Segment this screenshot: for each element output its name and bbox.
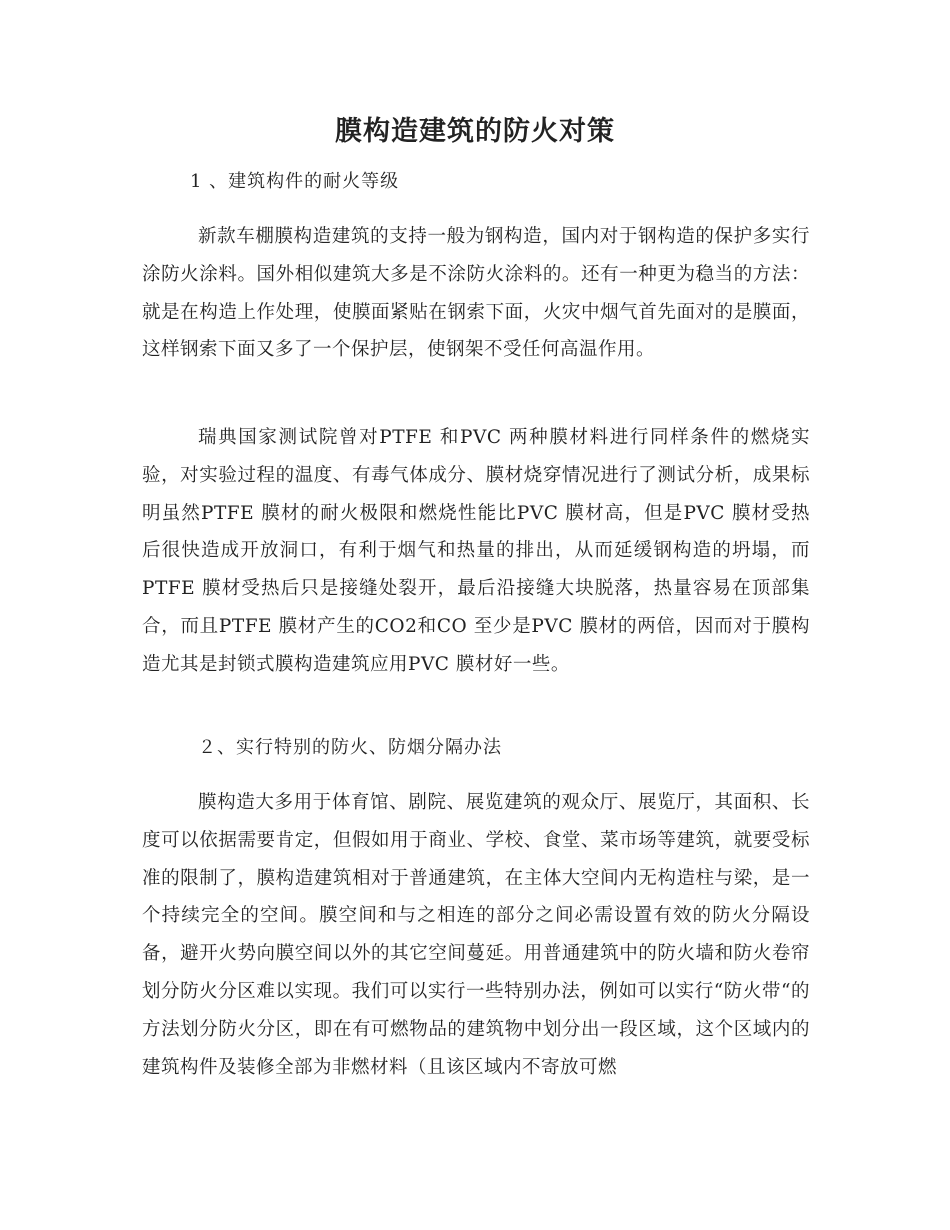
paragraph-ptfe-pvc-test: 瑞典国家测试院曾对PTFE 和PVC 两种膜材料进行同样条件的燃烧实验，对实验过程的温度、有毒气体成分、膜材烧穿情况进行了测试分析，成果标明虽然PTFE 膜材的耐火极限和燃烧性能比PVC 膜材高，但是PVC 膜材受热后很快造成开放洞口，有利于烟气和热量的排出，从而延缓钢构造的坍塌，而PTFE 膜材受热后只是接缝处裂开，最后沿接缝大块脱落，热量容易在顶部集合，而且PTFE 膜材产生的CO2和CO 至少是PVC 膜材的两倍，因而对于膜构造尤其是封锁式膜构造建筑应用PVC 膜材好一些。 <box>142 427 810 675</box>
paragraph-fire-compartment: 膜构造大多用于体育馆、剧院、展览建筑的观众厅、展览厅，其面积、长度可以依据需要肯定，但假如用于商业、学校、食堂、菜市场等建筑，就要受标准的限制了，膜构造建筑相对于普通建筑，在主体大空间内无构造柱与梁，是一个持续完全的空间。膜空间和与之相连的部分之间必需设置有效的防火分隔设备，避开火势向膜空间以外的其它空间蔓延。用普通建筑中的防火墙和防火卷帘划分防火分区难以实现。我们可以实行一些特别办法，例如可以实行“防火带“的方法划分防火分区，即在有可燃物品的建筑物中划分出一段区域，这个区域内的建筑构件及装修全部为非燃材料（且该区域内不寄放可燃 <box>142 792 810 1078</box>
section-heading-fire-resistance: 1 、建筑构件的耐火等级 <box>190 171 400 192</box>
section-heading-fire-separation: ２、实行特别的防火、防烟分隔办法 <box>198 737 502 758</box>
paragraph-steel-structure-protection: 新款车棚膜构造建筑的支持一般为钢构造，国内对于钢构造的保护多实行涂防火涂料。国外相似建筑大多是不涂防火涂料的。还有一种更为稳当的方法：就是在构造上作处理，使膜面紧贴在钢索下面，火灾中烟气首先面对的是膜面，这样钢索下面又多了一个保护层，使钢架不受任何高温作用。 <box>142 226 810 361</box>
document-title: 膜构造建筑的防火对策 <box>335 116 615 147</box>
